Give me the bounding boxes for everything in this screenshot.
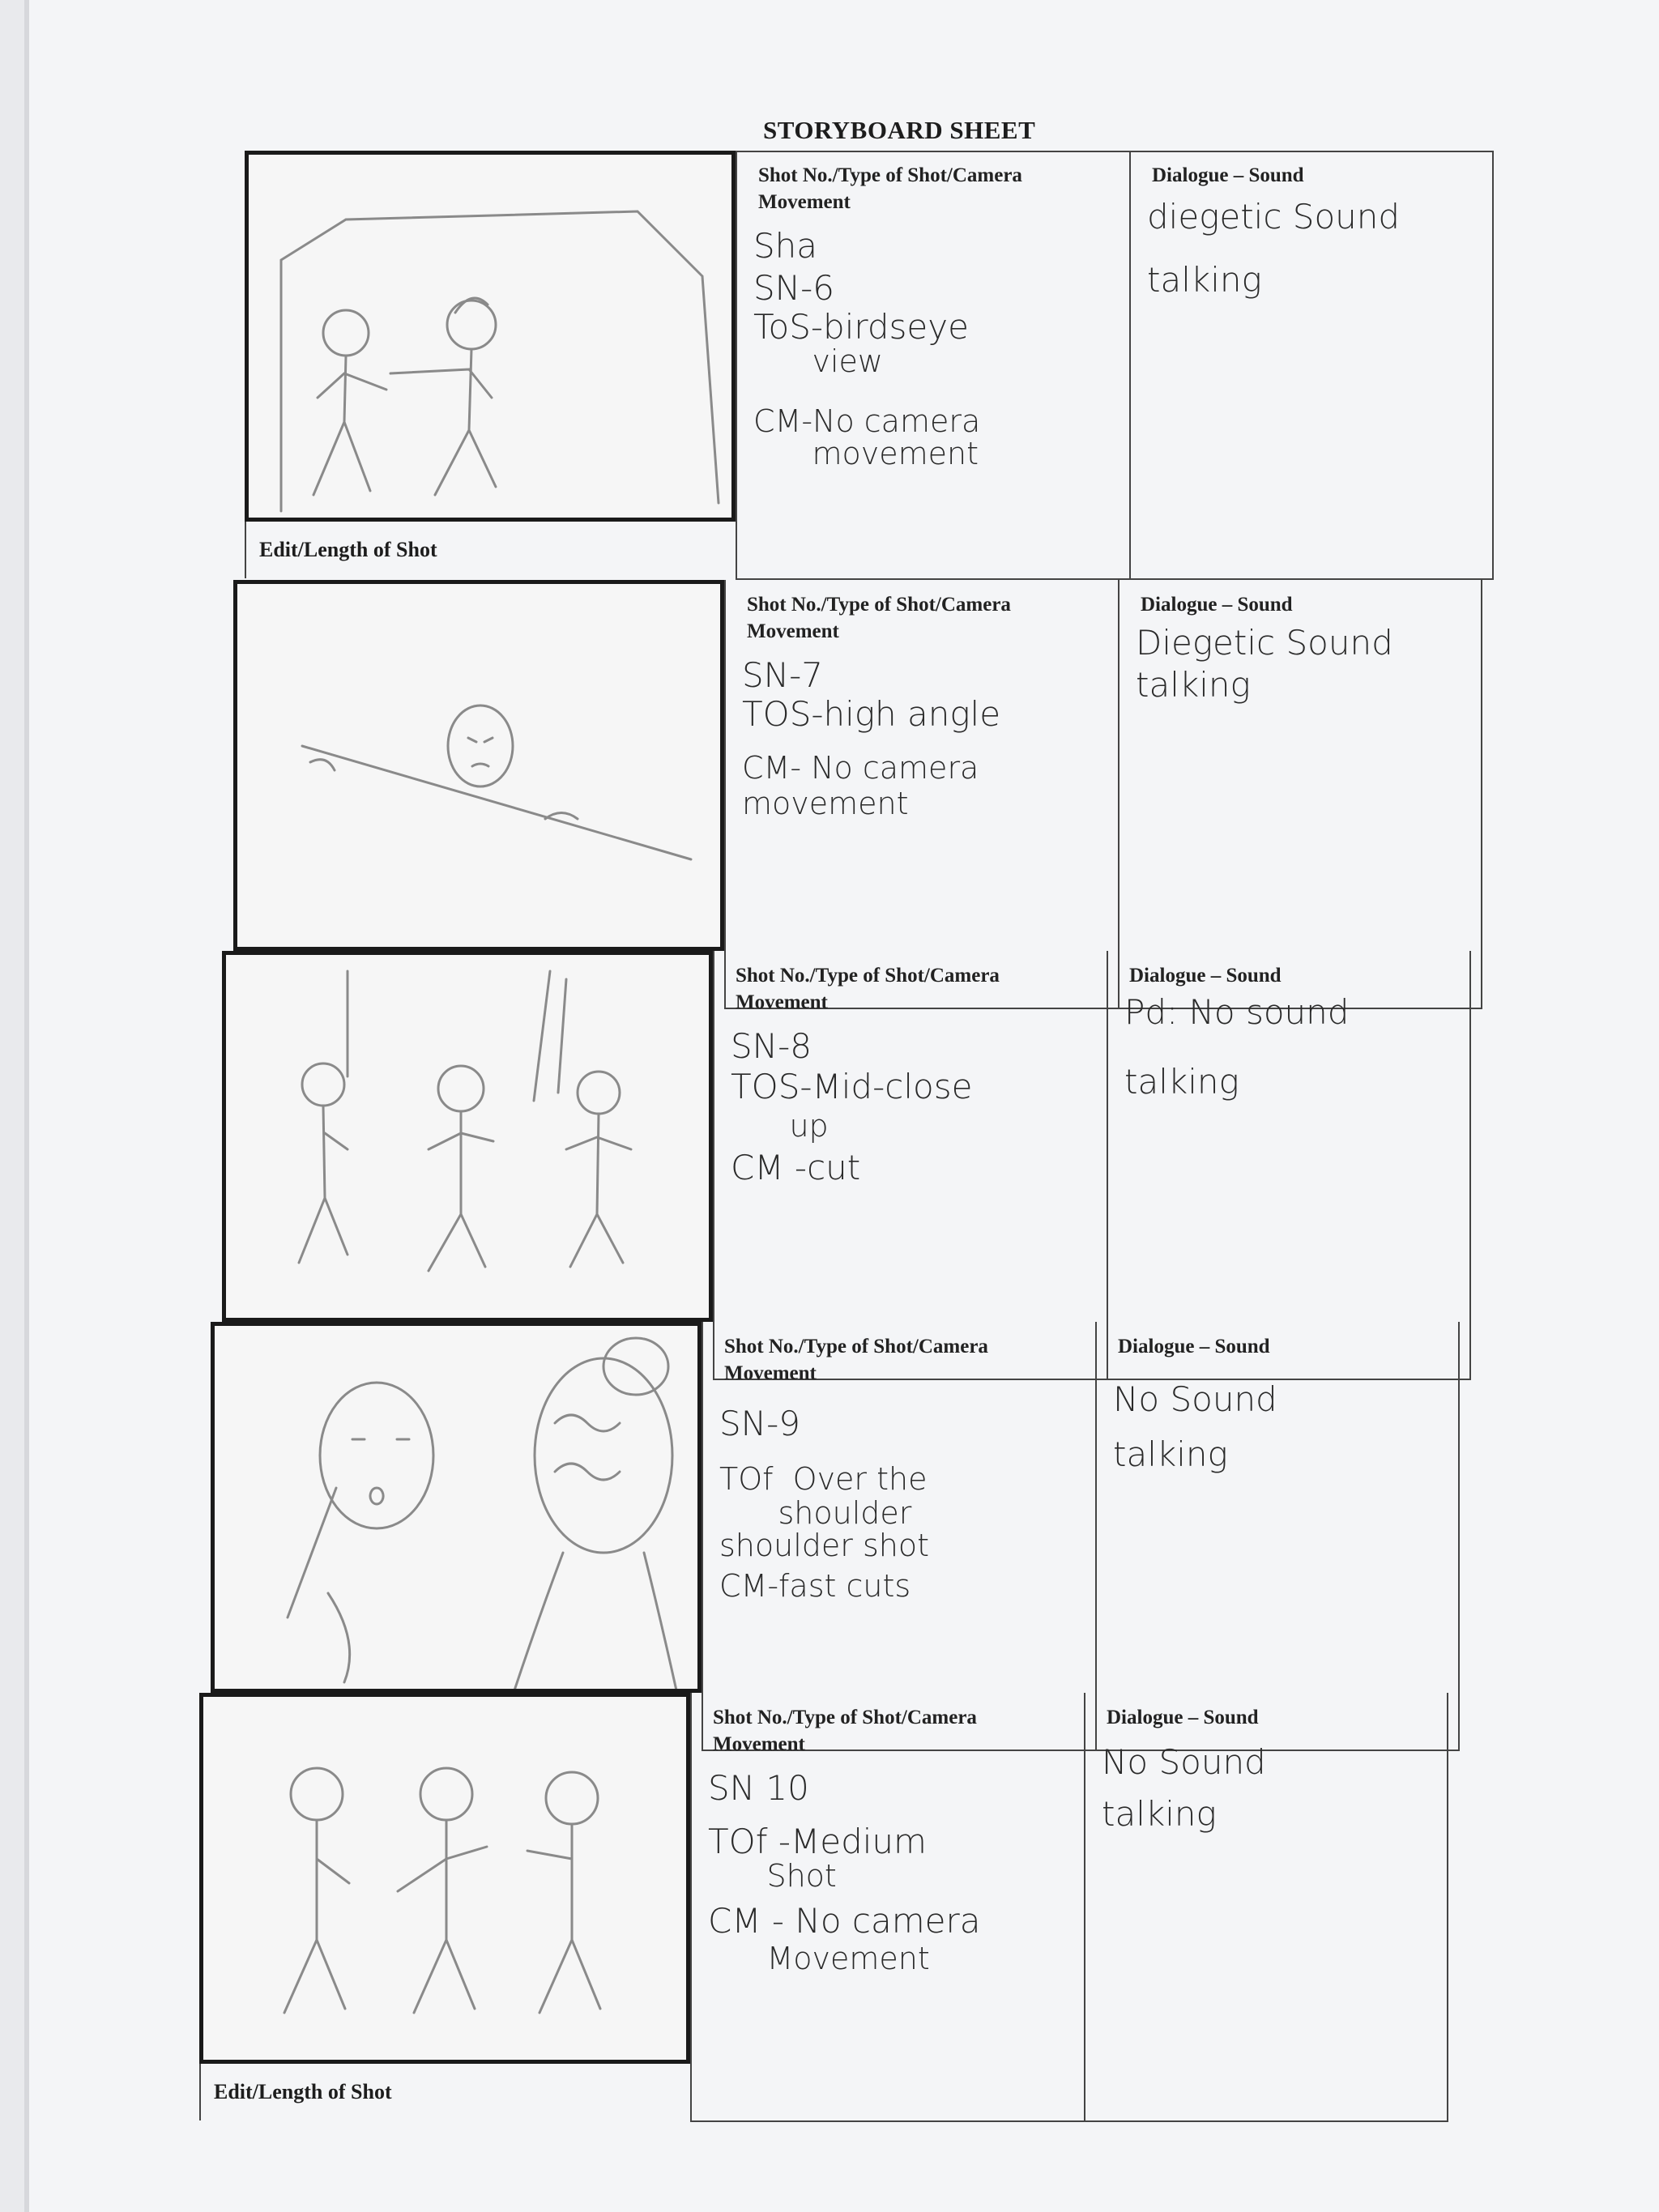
shot-line: TOS-Mid-close xyxy=(731,1067,973,1106)
shot-line: Movement xyxy=(708,1941,930,1976)
dialogue-line: talking xyxy=(1102,1794,1217,1834)
storyboard-row-2 xyxy=(233,580,1482,1009)
dialogue-line: No Sound xyxy=(1113,1379,1277,1419)
sketch-three-figures xyxy=(226,955,713,1322)
shot-line: movement xyxy=(742,786,909,821)
dialogue-line: No Sound xyxy=(1102,1742,1266,1782)
shot-line: SN-7 xyxy=(742,655,823,695)
shot-header-3: Shot No./Type of Shot/Camera Movement xyxy=(736,965,1000,1013)
dialogue-cell-2 xyxy=(1118,580,1482,1008)
dialogue-line: talking xyxy=(1113,1434,1228,1474)
shot-line: movement xyxy=(753,436,979,471)
dialogue-header-5: Dialogue – Sound xyxy=(1107,1707,1259,1728)
shot-info-cell-1 xyxy=(736,151,1129,578)
sheet-title: STORYBOARD SHEET xyxy=(763,116,1036,144)
edit-length-label-5: Edit/Length of Shot xyxy=(214,2080,392,2103)
dialogue-cell-4 xyxy=(1095,1322,1460,1750)
shot-info-cell-4 xyxy=(702,1322,1095,1750)
shot-header-5: Shot No./Type of Shot/Camera Movement xyxy=(713,1707,977,1755)
dialogue-line: talking xyxy=(1147,260,1262,300)
sketch-frame-4 xyxy=(211,1322,702,1693)
sketch-frame-1 xyxy=(245,151,736,522)
dialogue-header-2: Dialogue – Sound xyxy=(1141,594,1293,616)
edit-length-label-1: Edit/Length of Shot xyxy=(259,538,437,561)
dialogue-cell-1 xyxy=(1129,151,1494,578)
shot-line: SN-6 xyxy=(753,268,834,308)
dialogue-line: talking xyxy=(1124,1062,1239,1102)
shot-line: TOf -Medium xyxy=(708,1822,927,1861)
shot-info-cell-2 xyxy=(724,580,1118,1008)
dialogue-line: Diegetic Sound xyxy=(1136,623,1393,663)
sketch-two-figures-birdseye xyxy=(249,155,736,522)
dialogue-cell-3 xyxy=(1107,951,1471,1379)
shot-header-4: Shot No./Type of Shot/Camera Movement xyxy=(724,1336,988,1384)
shot-line: shoulder xyxy=(719,1495,912,1531)
dialogue-line: diegetic Sound xyxy=(1147,197,1401,237)
shot-line: SN 10 xyxy=(708,1768,809,1808)
shot-line: up xyxy=(731,1108,829,1144)
sketch-over-the-shoulder xyxy=(215,1326,702,1693)
shot-line: CM -cut xyxy=(731,1148,861,1187)
sketch-frame-2 xyxy=(233,580,724,951)
storyboard-row-1 xyxy=(245,151,1494,580)
dialogue-header-3: Dialogue – Sound xyxy=(1129,965,1282,987)
sketch-frame-5 xyxy=(199,1693,690,2064)
sketch-face-high-angle xyxy=(237,584,724,951)
storyboard-row-5 xyxy=(199,1693,1448,2122)
dialogue-header-4: Dialogue – Sound xyxy=(1118,1336,1270,1357)
shot-info-cell-3 xyxy=(713,951,1107,1379)
shot-line: SN-9 xyxy=(719,1404,800,1443)
shot-header-1: Shot No./Type of Shot/Camera Movement xyxy=(758,164,1022,213)
storyboard-page xyxy=(24,0,1659,2212)
shot-line: SN-8 xyxy=(731,1026,812,1066)
shot-line: Shot xyxy=(708,1858,837,1894)
shot-line: CM- No camera xyxy=(742,750,979,786)
storyboard-row-4 xyxy=(211,1322,1460,1751)
sketch-three-figures-medium xyxy=(203,1697,690,2064)
shot-line: TOS-high angle xyxy=(742,694,1001,734)
dialogue-header-1: Dialogue – Sound xyxy=(1152,164,1304,186)
shot-line: Sha xyxy=(753,226,818,266)
shot-header-2: Shot No./Type of Shot/Camera Movement xyxy=(747,594,1011,642)
shot-line: TOf Over the xyxy=(719,1461,928,1497)
sketch-frame-3 xyxy=(222,951,713,1322)
shot-line: CM - No camera xyxy=(708,1901,981,1941)
shot-line: CM-No camera xyxy=(753,403,981,439)
shot-line: view xyxy=(753,343,883,379)
shot-line: ToS-birdseye xyxy=(753,307,969,347)
shot-line: shoulder shot xyxy=(719,1528,930,1563)
dialogue-cell-5 xyxy=(1084,1693,1448,2120)
shot-info-cell-5 xyxy=(690,1693,1084,2120)
dialogue-line: talking xyxy=(1136,665,1251,705)
shot-line: CM-fast cuts xyxy=(719,1568,911,1604)
storyboard-row-3 xyxy=(222,951,1471,1380)
dialogue-line: Pd: No sound xyxy=(1124,992,1350,1032)
